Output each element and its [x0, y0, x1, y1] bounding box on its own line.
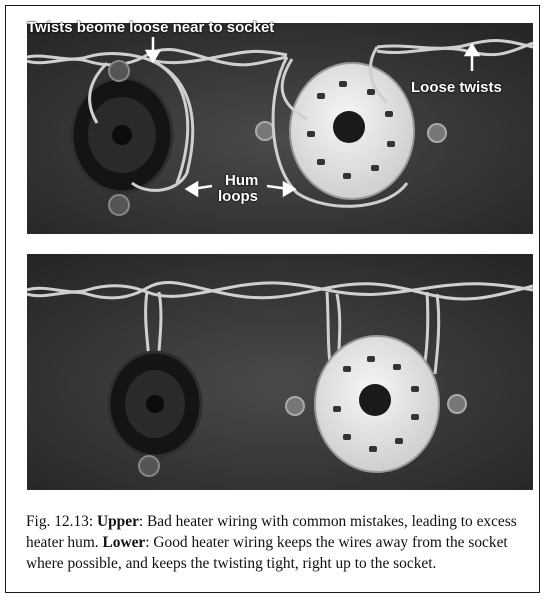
caption-lower-label: Lower [102, 534, 146, 551]
upper-photo [27, 23, 533, 234]
caption-fig-label: Fig. 12.13: [26, 513, 94, 530]
annotation-loose-twists: Loose twists [411, 79, 502, 96]
caption-upper-text: : Bad heater wiring with common mistakes, leading to excess heater hum. [26, 513, 517, 551]
caption-lower-text: : Good heater wiring keeps the wires away from the socket where possible, and keeps the twisting tight, right up to the socket. [26, 534, 508, 572]
annotation-hum-loops-line1: Hum [225, 172, 259, 189]
lower-photo [27, 254, 533, 490]
caption-upper-label: Upper [97, 513, 139, 530]
figure-frame [5, 5, 540, 593]
annotation-twists-loose: Twists beome loose near to socket [27, 19, 275, 36]
lower-photo-graphic [27, 254, 533, 490]
upper-photo-graphic [27, 23, 533, 234]
annotation-hum-loops-line2: loops [218, 188, 258, 205]
figure-caption [26, 511, 536, 574]
